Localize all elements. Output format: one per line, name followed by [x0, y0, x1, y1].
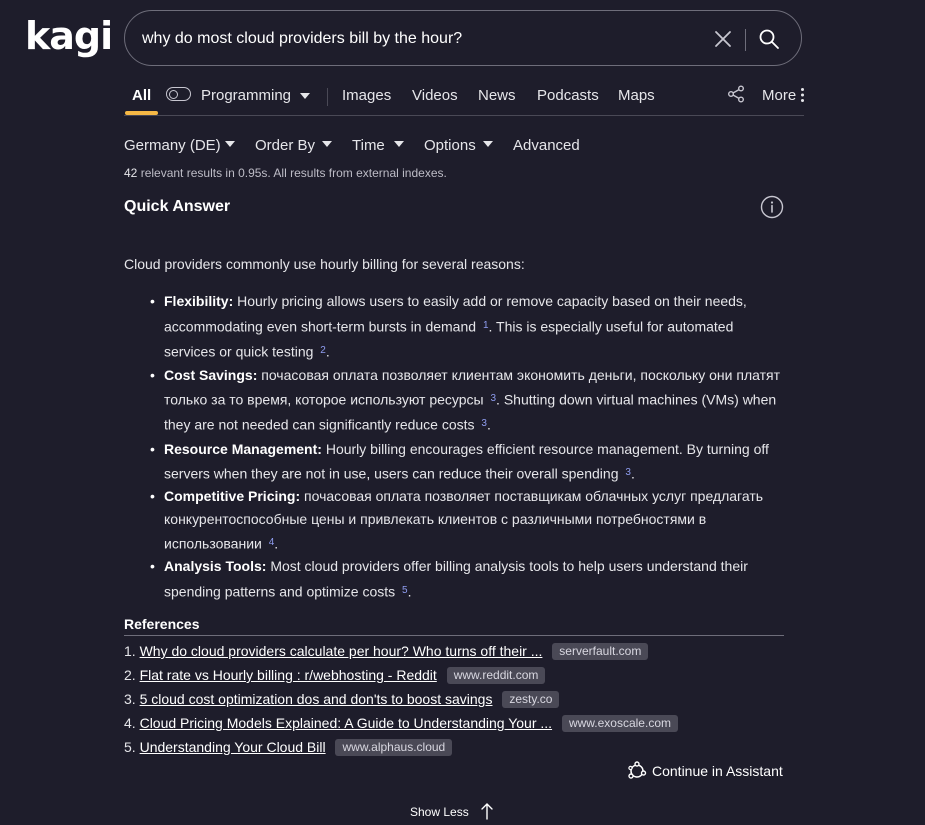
- reference-item: [124, 715, 678, 732]
- bullet-text: почасовая оплата позволяет клиентам экономить деньги, поскольку они платят только за то время, которое используют ресурсы: [164, 366, 781, 408]
- time-filter[interactable]: Time: [352, 137, 385, 154]
- region-dropdown-icon[interactable]: [225, 141, 235, 147]
- reference-item: [124, 691, 559, 708]
- show-less-label: Show Less: [410, 805, 469, 819]
- bullet-title: Analysis Tools:: [164, 558, 267, 575]
- search-tabs: [124, 82, 804, 116]
- options-dropdown-icon[interactable]: [483, 141, 493, 147]
- reference-item: [124, 643, 648, 660]
- search-icon[interactable]: [757, 27, 781, 51]
- reference-number: 3.: [124, 691, 136, 707]
- toggle-knob: [169, 90, 178, 99]
- bullet-text: .: [407, 583, 412, 600]
- arrow-up-icon: [480, 802, 494, 820]
- order-by-filter[interactable]: Order By: [255, 137, 316, 154]
- reference-domain: serverfault.com: [552, 643, 648, 660]
- reference-number: 4.: [124, 715, 136, 731]
- reference-link[interactable]: Understanding Your Cloud Bill: [139, 739, 326, 755]
- bullet-text: .: [274, 535, 279, 552]
- list-item: [164, 364, 784, 437]
- quick-answer-intro: Cloud providers commonly use hourly billing for several reasons:: [124, 256, 525, 272]
- search-divider: [745, 29, 746, 51]
- bullet-title: Competitive Pricing:: [164, 488, 301, 505]
- order-by-dropdown-icon[interactable]: [322, 141, 332, 147]
- options-filter[interactable]: Options: [424, 137, 476, 154]
- bullet-text: .: [486, 417, 491, 434]
- tab-videos[interactable]: Videos: [412, 87, 458, 104]
- results-count-text: relevant results in 0.95s. All results from external indexes.: [137, 166, 447, 180]
- more-button[interactable]: More: [762, 87, 797, 104]
- programming-dropdown-icon[interactable]: [300, 93, 310, 99]
- search-bar[interactable]: [124, 10, 802, 66]
- tab-all[interactable]: All: [132, 87, 152, 104]
- reference-domain: zesty.co: [502, 691, 559, 708]
- reference-item: [124, 667, 545, 684]
- assistant-icon: [627, 761, 647, 781]
- active-tab-indicator: [125, 111, 158, 115]
- quick-answer-title: Quick Answer: [124, 198, 231, 215]
- bullet-text: .: [630, 465, 635, 482]
- list-item: [164, 555, 784, 603]
- citation-link[interactable]: 2: [320, 344, 326, 356]
- reference-link[interactable]: 5 cloud cost optimization dos and don'ts to boost savings: [139, 691, 493, 707]
- bullet-text: . Shutting down virtual machines (VMs) when they are not needed can significantly reduce costs: [164, 391, 777, 434]
- citation-link[interactable]: 4: [268, 537, 275, 549]
- bullet-text: Hourly pricing allows users to easily add or remove capacity based on their needs, accommodating even short-term bursts in demand: [164, 293, 747, 335]
- citation-link[interactable]: 3: [481, 418, 487, 430]
- references-title: References: [124, 616, 200, 632]
- tab-divider: [327, 88, 328, 106]
- bullet-text: Hourly billing encourages efficient resource management. By turning off servers when they are not in use, users can reduce their overall spending: [164, 440, 769, 482]
- tab-images[interactable]: Images: [342, 87, 392, 104]
- reference-number: 2.: [124, 667, 136, 683]
- tab-maps[interactable]: Maps: [618, 87, 655, 104]
- bullet-text: .: [325, 343, 330, 360]
- share-icon[interactable]: [727, 85, 745, 103]
- info-icon[interactable]: [760, 195, 784, 219]
- reference-domain: www.reddit.com: [447, 667, 546, 684]
- reference-link[interactable]: Flat rate vs Hourly billing : r/webhosting - Reddit: [139, 667, 437, 683]
- kagi-logo[interactable]: kagi: [25, 14, 113, 58]
- bullet-title: Resource Management:: [164, 440, 322, 457]
- bullet-text: . This is especially useful for automated services or quick testing: [164, 318, 734, 360]
- time-dropdown-icon[interactable]: [394, 141, 404, 147]
- reference-link[interactable]: Cloud Pricing Models Explained: A Guide to Understanding Your ...: [139, 715, 553, 731]
- reference-domain: www.exoscale.com: [562, 715, 678, 732]
- programming-lens-toggle[interactable]: [166, 87, 191, 101]
- reference-number: 1.: [124, 643, 136, 659]
- region-filter[interactable]: Germany (DE): [124, 137, 221, 154]
- bullet-text: почасовая оплата позволяет поставщикам облачных услуг предлагать конкурентоспособные цены и привлекать клиентов с различными потребностями в использовании: [164, 488, 764, 552]
- quick-answer-list: [124, 290, 784, 603]
- list-item: [164, 438, 784, 486]
- citation-link[interactable]: 5: [402, 584, 408, 596]
- more-vertical-icon[interactable]: [801, 88, 804, 102]
- reference-number: 5.: [124, 739, 136, 755]
- clear-icon[interactable]: [713, 29, 733, 49]
- reference-domain: www.alphaus.cloud: [335, 739, 452, 756]
- search-input[interactable]: why do most cloud providers bill by the hour?: [142, 30, 463, 47]
- list-item: [164, 290, 784, 363]
- assistant-label: Continue in Assistant: [652, 763, 783, 779]
- reference-item: [124, 739, 452, 756]
- reference-link[interactable]: Why do cloud providers calculate per hour? Who turns off their ...: [139, 643, 543, 659]
- list-item: [164, 485, 784, 555]
- tab-programming[interactable]: Programming: [201, 87, 292, 104]
- citation-link[interactable]: 3: [490, 393, 497, 405]
- citation-link[interactable]: 3: [625, 467, 631, 479]
- tab-podcasts[interactable]: Podcasts: [537, 87, 599, 104]
- results-count-number: 42: [124, 166, 138, 180]
- references-divider: [124, 635, 784, 636]
- advanced-filter[interactable]: Advanced: [513, 137, 580, 154]
- results-count: [124, 166, 447, 180]
- tab-news[interactable]: News: [478, 87, 516, 104]
- citation-link[interactable]: 1: [482, 319, 489, 331]
- bullet-title: Cost Savings:: [164, 366, 258, 383]
- bullet-title: Flexibility:: [164, 293, 234, 309]
- bullet-text: Most cloud providers offer billing analysis tools to help users understand their spending patterns and optimize costs: [164, 558, 748, 600]
